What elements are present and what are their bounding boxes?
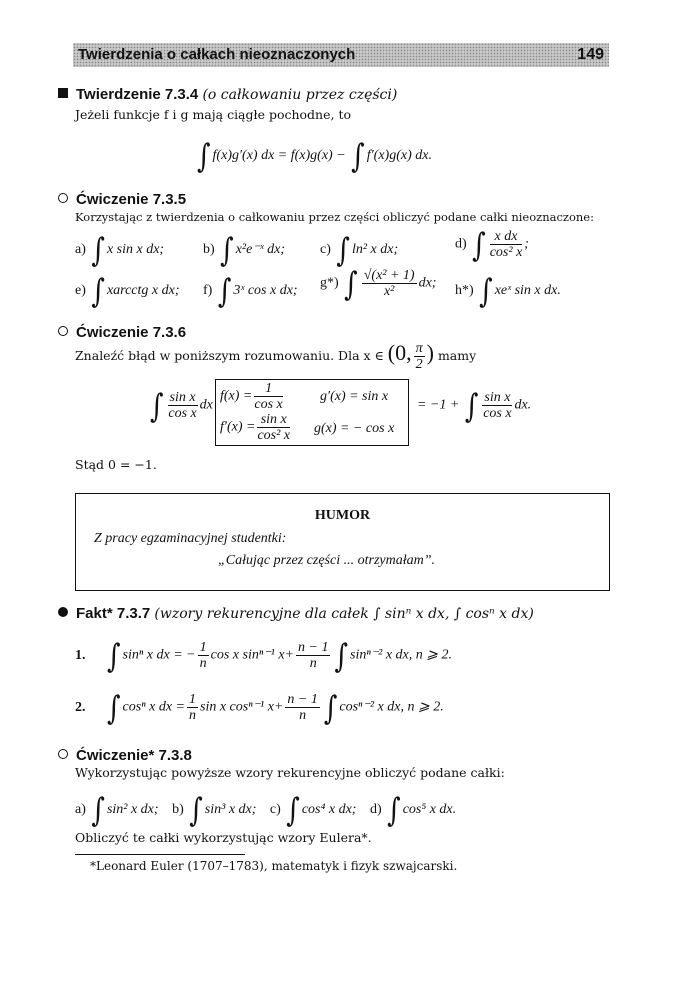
fraction [254, 381, 282, 412]
formula-number: 2. [75, 699, 86, 715]
interval [387, 340, 434, 373]
square-bullet-icon [58, 88, 68, 98]
fraction-denominator: n [309, 656, 317, 671]
exercise-736-text [75, 340, 476, 372]
integral-sign: ∫ [91, 792, 105, 830]
item-integrand: ln² x dx; [351, 242, 399, 257]
theorem-heading [58, 86, 397, 103]
rhs-tail: dx. [514, 397, 532, 413]
theorem-note: (o całkowaniu przez części) [202, 87, 398, 103]
fraction-numerator: x dx [490, 229, 523, 245]
exercise-738-label: Ćwiczenie* 7.3.8 [76, 747, 192, 764]
fraction-denominator: cos² x [489, 245, 523, 260]
fraction-numerator: sin x [484, 390, 511, 405]
fraction [257, 412, 290, 443]
integral-sign: ∫ [107, 637, 121, 676]
item-tag: f) [203, 283, 213, 298]
integral-sign: ∫ [323, 689, 338, 728]
integral-sign: ∫ [334, 637, 348, 676]
exercise-736-label: Ćwiczenie 7.3.6 [76, 324, 187, 341]
item-tag: d) [369, 802, 382, 817]
humor-title: HUMOR [314, 508, 371, 523]
item-integrand: xeˣ sin x dx. [494, 283, 561, 298]
integral-sign: ∫ [217, 273, 232, 311]
exercise-735-label: Ćwiczenie 7.3.5 [76, 191, 187, 208]
formula-part: cosⁿ⁻² x dx, n ⩾ 2. [339, 699, 444, 715]
item-tag: b) [172, 802, 184, 817]
substitution-box [215, 379, 409, 446]
fact-formula-1 [75, 637, 452, 676]
fp-left: f′(x) = [220, 419, 256, 435]
box-g: g(x) = − cos x [314, 421, 395, 436]
fraction [482, 390, 512, 421]
integral-sign: ∫ [220, 232, 234, 270]
interval-left: (0, [387, 340, 412, 365]
item-integrand: cos⁴ x dx; [301, 802, 357, 817]
exercise-735-heading [58, 191, 186, 208]
integral-sign: ∫ [387, 792, 401, 830]
formula-part: sinⁿ⁻² x dx, n ⩾ 2. [350, 647, 452, 663]
circle-bullet-icon [58, 193, 68, 203]
item-integrand: x²e⁻ˣ dx; [235, 242, 286, 257]
text-after: mamy [437, 348, 477, 363]
item-tag: a) [75, 242, 86, 257]
formula-part: cosⁿ x dx = [122, 699, 185, 715]
running-head [73, 43, 609, 67]
item-tail: dx; [418, 275, 437, 291]
fraction-numerator: sin x [257, 412, 290, 428]
conclusion: Stąd 0 = −1. [75, 457, 157, 472]
exercise-735-item-c [320, 232, 399, 270]
fraction [362, 268, 417, 299]
formula-part: sinⁿ x dx = − [122, 647, 196, 663]
fraction [296, 640, 330, 671]
item-tag: g*) [320, 275, 339, 291]
fraction-numerator: π [415, 341, 423, 357]
humor-line-1: Z pracy egzaminacyjnej studentki: [94, 531, 287, 546]
footnote: *Leonard Euler (1707–1783), matematyk i fizyk szwajcarski. [90, 859, 458, 873]
fraction [285, 692, 319, 723]
box-f-prime [220, 412, 292, 443]
fraction-numerator: 1 [254, 381, 282, 397]
exercise-736-heading [58, 324, 186, 341]
formula-part: cos x sinⁿ⁻¹ x+ [210, 647, 294, 663]
fraction-numerator: n − 1 [287, 692, 318, 707]
exercise-735-item-e [75, 273, 180, 311]
item-tag: c) [269, 802, 281, 817]
fraction-denominator: cos x [254, 397, 283, 412]
exercise-735-item-a [75, 232, 165, 270]
exercise-738-text: Wykorzystując powyższe wzory rekurencyjne obliczyć podane całki: [75, 765, 505, 780]
formula-number: 1. [75, 647, 86, 663]
fraction [490, 229, 523, 260]
integral-sign: ∫ [479, 273, 493, 311]
item-integrand: cos⁵ x dx. [402, 802, 457, 817]
exercise-735-item-d [455, 226, 529, 265]
fact-formula-2 [75, 689, 444, 728]
fraction [168, 390, 198, 421]
fraction-denominator: x² [383, 284, 395, 299]
item-integrand: sin² x dx; [106, 802, 159, 817]
rhs-integral [417, 387, 532, 426]
formula-part: sin x cosⁿ⁻¹ x+ [200, 699, 284, 715]
exercise-735-item-h [455, 273, 561, 311]
integral-sign: ∫ [351, 138, 365, 176]
fraction [414, 341, 425, 372]
fraction-denominator: cos² x [257, 428, 291, 443]
fraction-denominator: 2 [415, 357, 423, 373]
fraction-numerator: 1 [189, 692, 196, 707]
exercise-738-heading [58, 747, 192, 764]
item-integrand: 3ˣ cos x dx; [233, 283, 298, 298]
integral-sign: ∫ [472, 226, 486, 265]
item-tag: a) [75, 802, 86, 817]
integral-sign: ∫ [336, 232, 350, 270]
item-tag: h*) [455, 283, 474, 298]
item-integrand: x sin x dx; [106, 242, 165, 257]
humor-line-2: „Całując przez części ... otrzymałam”. [218, 553, 435, 568]
humor-box [75, 493, 610, 591]
fraction-numerator: √(x² + 1) [363, 268, 415, 283]
fraction-denominator: n [299, 708, 307, 723]
fraction-numerator: n − 1 [298, 640, 329, 655]
theorem-text: Jeżeli funkcje f i g mają ciągłe pochodne, to [75, 107, 351, 122]
integral-sign: ∫ [197, 138, 211, 176]
dot-bullet-icon [58, 607, 68, 617]
interval-right: ) [426, 340, 434, 365]
footnote-rule [75, 854, 245, 855]
exercise-738-items [75, 792, 457, 830]
euler-text: Obliczyć te całki wykorzystując wzory Eulera*. [75, 830, 372, 845]
item-tag: c) [320, 242, 331, 257]
theorem-formula [195, 138, 432, 176]
exercise-735-item-b [203, 232, 286, 270]
item-tag: d) [455, 236, 467, 252]
fact-label: Fakt* 7.3.7 [76, 605, 151, 622]
fraction-denominator: n [199, 656, 207, 671]
exercise-735-item-f [203, 273, 298, 311]
integral-sign: ∫ [464, 387, 479, 426]
integral-sign: ∫ [91, 273, 105, 311]
fraction-denominator: cos x [168, 406, 197, 421]
lhs-integral [148, 387, 213, 426]
integral-sign: ∫ [150, 387, 164, 426]
text-before: Znaleźć błąd w poniższym rozumowaniu. Dla x ∈ [75, 348, 384, 363]
item-tail: ; [524, 236, 529, 252]
fact-note: (wzory rekurencyjne dla całek ∫ sinⁿ x dx, ∫ cosⁿ x dx) [154, 606, 534, 622]
rhs-left: = −1 + [417, 397, 460, 413]
integral-sign: ∫ [91, 232, 105, 270]
exercise-735-item-g [320, 265, 437, 304]
formula-left: f(x)g′(x) dx = f(x)g(x) − [212, 148, 346, 163]
running-head-title: Twierdzenia o całkach nieoznaczonych [78, 46, 356, 63]
f-left: f(x) = [220, 388, 253, 404]
fact-heading [58, 605, 534, 622]
fraction [187, 692, 198, 723]
box-g-prime: g′(x) = sin x [320, 389, 389, 404]
circle-bullet-icon [58, 749, 68, 759]
exercise-735-text: Korzystając z twierdzenia o całkowaniu przez części obliczyć podane całki nieoznaczone: [75, 210, 594, 224]
item-tag: b) [203, 242, 215, 257]
fraction-numerator: sin x [169, 390, 196, 405]
lhs-tail: dx [199, 397, 213, 413]
formula-right: f′(x)g(x) dx. [366, 148, 432, 163]
fraction-denominator: n [189, 708, 196, 723]
integral-sign: ∫ [344, 265, 358, 304]
fraction-numerator: 1 [199, 640, 207, 655]
page-number: 149 [577, 46, 604, 63]
theorem-label: Twierdzenie 7.3.4 [76, 86, 199, 103]
fraction [198, 640, 209, 671]
integral-sign: ∫ [107, 689, 121, 728]
box-f [220, 381, 285, 412]
item-integrand: sin³ x dx; [204, 802, 257, 817]
circle-bullet-icon [58, 326, 68, 336]
item-integrand: xarcctg x dx; [106, 283, 180, 298]
item-tag: e) [75, 283, 86, 298]
integral-sign: ∫ [286, 792, 300, 830]
integral-sign: ∫ [189, 792, 203, 830]
fraction-denominator: cos x [483, 406, 512, 421]
